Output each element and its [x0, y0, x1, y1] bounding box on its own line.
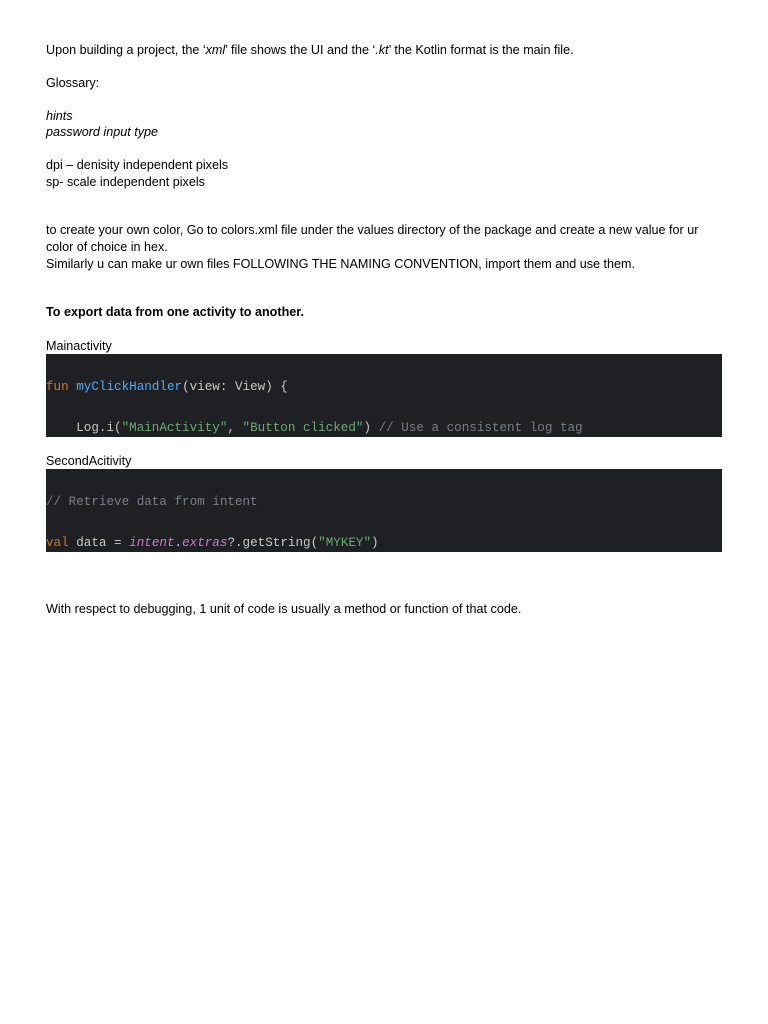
unit-dpi: dpi – denisity independent pixels [46, 158, 229, 172]
export-data-heading: To export data from one activity to another. [46, 305, 304, 319]
intro-text-3: ’ the Kotlin format is the main file. [388, 43, 574, 57]
naming-convention-note: Similarly u can make ur own files FOLLOWING THE NAMING CONVENTION, import them and use them. [46, 257, 636, 271]
code-text: , [227, 420, 243, 435]
code-text: ) [363, 420, 379, 435]
mainactivity-label: Mainactivity [46, 339, 112, 353]
code-text: ?.getString( [227, 535, 319, 550]
intro-paragraph [46, 42, 722, 59]
code-keyword: val [46, 535, 69, 550]
mainactivity-code-block [46, 354, 722, 437]
code-property: intent [129, 535, 175, 550]
colors-note-paragraph: to create your own color, Go to colors.xml file under the values directory of the package and create a new value for ur color of choice in hex. [46, 223, 699, 254]
code-comment: // Use a consistent log tag [378, 420, 583, 435]
code-line [46, 381, 722, 395]
code-line [46, 496, 722, 510]
secondactivity-label: SecondAcitivity [46, 454, 132, 468]
secondactivity-code-block [46, 469, 722, 552]
intro-xml-term: xml [205, 43, 226, 57]
glossary-item-hints: hints [46, 109, 73, 123]
intro-kt-term: .kt [375, 43, 389, 57]
code-text: data = [68, 535, 130, 550]
code-string: "Button clicked" [242, 420, 364, 435]
code-property: extras [182, 535, 228, 550]
glossary-heading: Glossary: [46, 76, 100, 90]
code-string: "MainActivity" [121, 420, 228, 435]
code-text: (view: View) { [182, 380, 288, 395]
code-line [46, 537, 722, 551]
intro-text-2: ’ file shows the UI and the ‘ [225, 43, 376, 57]
code-comment: // Retrieve data from intent [46, 495, 258, 510]
debugging-note: With respect to debugging, 1 unit of code is usually a method or function of that code. [46, 602, 522, 616]
code-text: ) [371, 535, 379, 550]
intro-text-1: Upon building a project, the ‘ [46, 43, 206, 57]
glossary-item-password-input-type: password input type [46, 125, 159, 139]
code-line [46, 422, 722, 436]
code-function-name: myClickHandler [76, 380, 183, 395]
code-text: Log.i( [46, 420, 122, 435]
code-string: "MYKEY" [318, 535, 372, 550]
unit-sp: sp- scale independent pixels [46, 175, 205, 189]
code-keyword: fun [46, 380, 69, 395]
code-text: . [174, 535, 183, 550]
